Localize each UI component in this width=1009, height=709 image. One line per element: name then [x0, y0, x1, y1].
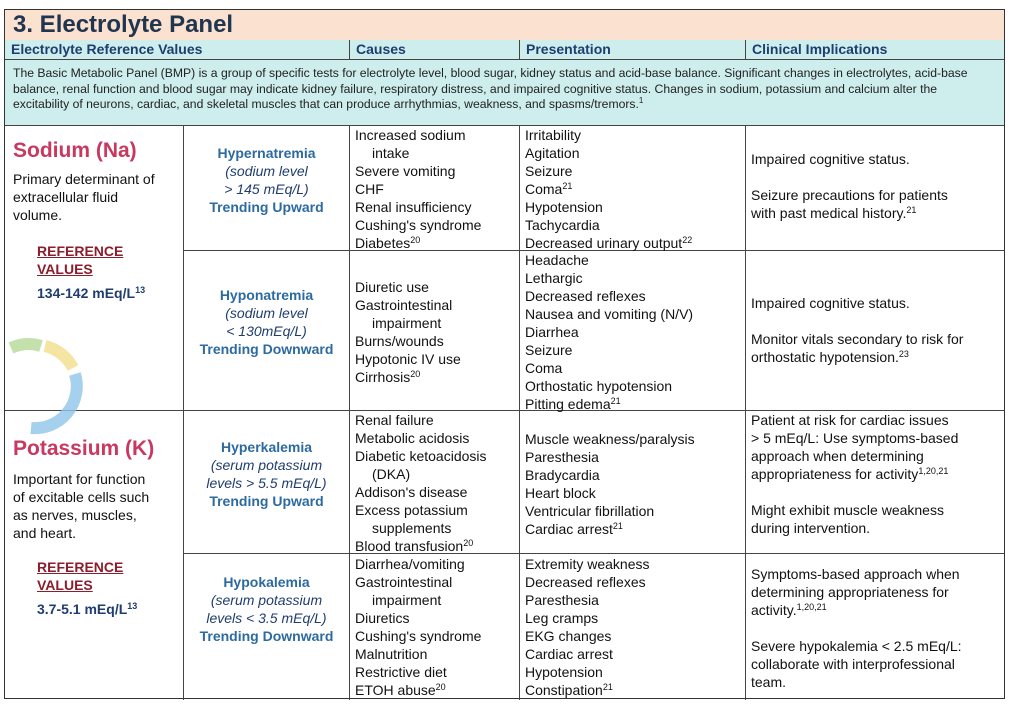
presentation-item	[525, 484, 745, 502]
presentation-item	[525, 269, 745, 287]
cause-text: supplements	[372, 520, 452, 536]
presentation-ref: 22	[682, 235, 693, 245]
implication-line	[751, 601, 1004, 619]
condition-trend: Trending Upward	[209, 199, 324, 215]
presentation-item	[525, 627, 745, 645]
reference-values-label: REFERENCE	[37, 243, 124, 259]
presentation-text: Coma	[525, 360, 563, 376]
cause-item	[355, 447, 519, 465]
implication-line	[751, 204, 1004, 222]
causes-list	[355, 411, 519, 555]
cause-text: Diabetic ketoacidosis	[355, 448, 487, 464]
cause-item	[355, 627, 519, 645]
presentation-item	[525, 144, 745, 162]
presentation-item	[525, 126, 745, 144]
presentation-item	[525, 180, 745, 198]
condition-trend: Trending Downward	[199, 341, 334, 357]
presentation-text: Ventricular fibrillation	[525, 503, 655, 519]
presentation-text: Diarrhea	[525, 324, 579, 340]
electrolyte-name: Sodium (Na)	[13, 139, 137, 162]
implications-list	[751, 565, 1004, 691]
presentation-text: Lethargic	[525, 270, 583, 286]
condition-hyperkalemia	[184, 438, 349, 510]
presentation-item	[525, 645, 745, 663]
cause-item	[355, 555, 519, 573]
cause-text: (DKA)	[372, 466, 411, 482]
reference-value-text: 134-142 mEq/L	[37, 285, 136, 301]
cause-text: Addison's disease	[355, 484, 468, 500]
presentation-item	[525, 430, 745, 448]
implication-ref: 1,20,21	[918, 466, 949, 476]
implication-line	[751, 583, 1004, 601]
condition-name: Hyperkalemia	[220, 439, 313, 455]
cause-text: Cushing's syndrome	[355, 217, 482, 233]
implication-line	[751, 655, 1004, 673]
condition-trend: Trending Downward	[199, 628, 334, 644]
condition-hypokalemia	[184, 573, 349, 645]
presentation-list	[525, 430, 745, 538]
presentation-item	[525, 251, 745, 269]
electrolyte-name: Potassium (K)	[13, 437, 155, 460]
cause-text: intake	[372, 145, 410, 161]
presentation-text: Cardiac arrest	[525, 646, 613, 662]
cause-ref: 20	[410, 369, 421, 379]
cause-ref: 20	[435, 682, 446, 692]
implication-text: approach when determining	[751, 448, 924, 464]
implication-line	[751, 637, 1004, 655]
grid-line	[745, 126, 746, 700]
cause-item	[355, 591, 519, 609]
cause-item	[355, 465, 519, 483]
electrolyte-desc-line: Important for function	[13, 471, 146, 487]
header-reference-values: Electrolyte Reference Values	[11, 41, 203, 57]
implication-paragraph	[751, 411, 1004, 483]
presentation-text: Hypotension	[525, 664, 603, 680]
intro-paragraph	[5, 60, 1004, 126]
implication-text: Might exhibit muscle weakness	[751, 502, 944, 518]
implication-line	[751, 465, 1004, 483]
presentation-item	[525, 234, 745, 252]
implication-text: > 5 mEq/L: Use symptoms-based	[751, 430, 959, 446]
presentation-list	[525, 126, 745, 252]
cause-text: Restrictive diet	[355, 664, 447, 680]
implication-line	[751, 519, 1004, 537]
implication-text: collaborate with interprofessional	[751, 656, 955, 672]
presentation-text: Decreased reflexes	[525, 574, 646, 590]
implication-text: appropriateness for activity	[751, 466, 919, 482]
presentation-text: Paresthesia	[525, 592, 599, 608]
cause-text: Renal insufficiency	[355, 199, 472, 215]
implication-ref: 1,20,21	[796, 602, 827, 612]
cause-text: impairment	[372, 315, 442, 331]
presentation-item	[525, 448, 745, 466]
cause-item	[355, 483, 519, 501]
condition-name: Hypokalemia	[223, 574, 310, 590]
presentation-text: Headache	[525, 252, 589, 268]
presentation-text: EKG changes	[525, 628, 612, 644]
implication-text: team.	[751, 674, 787, 690]
cause-text: Increased sodium	[355, 127, 466, 143]
reference-values-label: VALUES	[37, 261, 93, 277]
presentation-item	[525, 377, 745, 395]
presentation-text: Pitting edema	[525, 396, 611, 412]
cause-item	[355, 180, 519, 198]
condition-hypernatremia	[184, 144, 349, 216]
condition-trend: Trending Upward	[209, 493, 324, 509]
condition-name: Hypernatremia	[217, 145, 316, 161]
reference-value	[37, 284, 181, 302]
implication-line	[751, 348, 1004, 366]
causes-list	[355, 555, 519, 699]
electrolyte-sodium	[13, 139, 181, 302]
implication-text: Symptoms-based approach when	[751, 566, 960, 582]
implication-text: Seizure precautions for patients	[751, 187, 948, 203]
presentation-text: Bradycardia	[525, 467, 600, 483]
implication-paragraph	[751, 186, 1004, 222]
grid-line	[519, 126, 520, 700]
cause-item	[355, 411, 519, 429]
presentation-text: Seizure	[525, 163, 573, 179]
implication-ref: 23	[898, 349, 909, 359]
cause-item	[355, 234, 519, 252]
presentation-item	[525, 466, 745, 484]
cause-text: Diuretic use	[355, 279, 429, 295]
presentation-text: Heart block	[525, 485, 596, 501]
header-causes: Causes	[349, 40, 519, 59]
presentation-text: Cardiac arrest	[525, 521, 613, 537]
cause-item	[355, 126, 519, 144]
implication-line	[751, 411, 1004, 429]
cause-item	[355, 368, 519, 386]
cause-text: Blood transfusion	[355, 538, 464, 554]
causes-list	[355, 278, 519, 386]
presentation-item	[525, 681, 745, 699]
cause-text: Gastrointestinal	[355, 574, 453, 590]
implication-text: determining appropriateness for	[751, 584, 949, 600]
presentation-text: Decreased reflexes	[525, 288, 646, 304]
presentation-item	[525, 198, 745, 216]
implication-text: Monitor vitals secondary to risk for	[751, 331, 964, 347]
reference-values-label: REFERENCE	[37, 559, 124, 575]
cause-item	[355, 681, 519, 699]
reference-value-ref: 13	[127, 601, 138, 611]
presentation-text: Leg cramps	[525, 610, 599, 626]
presentation-ref: 21	[612, 521, 623, 531]
implication-paragraph	[751, 330, 1004, 366]
presentation-list	[525, 555, 745, 699]
presentation-text: Seizure	[525, 342, 573, 358]
cause-text: Malnutrition	[355, 646, 428, 662]
presentation-item	[525, 359, 745, 377]
grid-line	[349, 126, 350, 700]
cause-item	[355, 429, 519, 447]
reference-value-ref: 13	[135, 285, 146, 295]
presentation-text: Orthostatic hypotension	[525, 378, 673, 394]
cause-text: Diabetes	[355, 235, 411, 251]
cause-text: Metabolic acidosis	[355, 430, 470, 446]
presentation-text: Coma	[525, 181, 563, 197]
presentation-text: Nausea and vomiting (N/V)	[525, 306, 694, 322]
presentation-item	[525, 287, 745, 305]
cause-text: Excess potassium	[355, 502, 468, 518]
cause-text: Cushing's syndrome	[355, 628, 482, 644]
presentation-text: Decreased urinary output	[525, 235, 683, 251]
electrolyte-desc-line: extracellular fluid	[13, 189, 119, 205]
condition-detail-line: levels > 5.5 mEq/L)	[206, 475, 327, 491]
presentation-item	[525, 663, 745, 681]
decorative-ring-graphic	[1, 328, 91, 448]
implication-text: with past medical history.	[751, 205, 907, 221]
cause-text: Renal failure	[355, 412, 434, 428]
implication-text: Impaired cognitive status.	[751, 151, 910, 167]
presentation-text: Hypotension	[525, 199, 603, 215]
electrolyte-potassium	[13, 437, 181, 618]
header-presentation: Presentation	[519, 40, 745, 59]
cause-text: Gastrointestinal	[355, 297, 453, 313]
table-header-row	[5, 40, 1004, 60]
cause-item	[355, 332, 519, 350]
presentation-text: Muscle weakness/paralysis	[525, 431, 695, 447]
implication-ref: 21	[906, 205, 917, 215]
presentation-item	[525, 502, 745, 520]
implication-line	[751, 501, 1004, 519]
cause-text: CHF	[355, 181, 384, 197]
cause-ref: 20	[410, 235, 421, 245]
presentation-text: Extremity weakness	[525, 556, 650, 572]
presentation-text: Irritability	[525, 127, 582, 143]
implication-text: activity.	[751, 602, 797, 618]
presentation-item	[525, 323, 745, 341]
implication-text: during intervention.	[751, 520, 871, 536]
cause-item	[355, 519, 519, 537]
intro-text: The Basic Metabolic Panel (BMP) is a group of specific tests for electrolyte level, blood sugar, kidney status and acid-base balance. Significant changes in electrolytes, acid-base balance, renal function and blood sugar may indicate kidney failure, respiratory distress, and impaired cognitive status. Changes in sodium, potassium and calcium alter the excitability of neurons, cardiac, and skeletal muscles that can produce arrhythmias, weakness, and spasms/tremors.	[13, 66, 968, 111]
cause-item	[355, 144, 519, 162]
condition-detail-line: (serum potassium	[210, 592, 323, 608]
cause-item	[355, 501, 519, 519]
electrolyte-desc-line: as nerves, muscles,	[13, 507, 137, 523]
implication-line	[751, 330, 1004, 348]
presentation-ref: 21	[602, 682, 613, 692]
condition-detail-line: (sodium level	[225, 305, 308, 321]
cause-item	[355, 278, 519, 296]
cause-item	[355, 296, 519, 314]
cause-text: Hypotonic IV use	[355, 351, 461, 367]
cause-item	[355, 162, 519, 180]
implication-text: Impaired cognitive status.	[751, 295, 910, 311]
cause-text: ETOH abuse	[355, 682, 436, 698]
cause-item	[355, 198, 519, 216]
cause-text: Severe vomiting	[355, 163, 456, 179]
presentation-text: Constipation	[525, 682, 603, 698]
implications-list	[751, 294, 1004, 366]
implication-line	[751, 673, 1004, 691]
presentation-ref: 21	[562, 181, 573, 191]
implication-paragraph	[751, 637, 1004, 691]
implication-paragraph	[751, 501, 1004, 537]
condition-detail-line: levels < 3.5 mEq/L)	[206, 610, 327, 626]
implication-line	[751, 186, 1004, 204]
cause-item	[355, 537, 519, 555]
implications-list	[751, 150, 1004, 222]
presentation-item	[525, 305, 745, 323]
implication-line	[751, 565, 1004, 583]
implication-line	[751, 150, 1004, 168]
implication-paragraph	[751, 294, 1004, 312]
presentation-item	[525, 341, 745, 359]
cause-text: impairment	[372, 592, 442, 608]
reference-value-text: 3.7-5.1 mEq/L	[37, 601, 128, 617]
presentation-item	[525, 395, 745, 413]
presentation-item	[525, 555, 745, 573]
cause-item	[355, 573, 519, 591]
cause-text: Cirrhosis	[355, 369, 411, 385]
presentation-text: Agitation	[525, 145, 580, 161]
presentation-item	[525, 216, 745, 234]
implication-line	[751, 429, 1004, 447]
cause-text: Burns/wounds	[355, 333, 444, 349]
implication-text: orthostatic hypotension.	[751, 349, 899, 365]
condition-detail-line: (sodium level	[225, 163, 308, 179]
intro-ref: 1	[638, 96, 644, 105]
causes-list	[355, 126, 519, 252]
electrolyte-desc-line: volume.	[13, 207, 63, 223]
cause-item	[355, 609, 519, 627]
implication-text: Severe hypokalemia < 2.5 mEq/L:	[751, 638, 962, 654]
presentation-item	[525, 162, 745, 180]
presentation-list	[525, 251, 745, 413]
implications-list	[751, 411, 1004, 537]
electrolyte-desc-line: and heart.	[13, 525, 77, 541]
presentation-item	[525, 573, 745, 591]
condition-detail-line: (serum potassium	[210, 457, 323, 473]
grid-line	[183, 553, 1004, 554]
implication-text: Patient at risk for cardiac issues	[751, 412, 949, 428]
electrolyte-desc-line: of excitable cells such	[13, 489, 150, 505]
implication-line	[751, 294, 1004, 312]
presentation-item	[525, 591, 745, 609]
condition-detail-line: < 130mEq/L)	[226, 323, 307, 339]
cause-item	[355, 314, 519, 332]
electrolyte-desc-line: Primary determinant of	[13, 171, 155, 187]
condition-detail-line: > 145 mEq/L)	[224, 181, 309, 197]
cause-item	[355, 663, 519, 681]
cause-item	[355, 216, 519, 234]
implication-paragraph	[751, 150, 1004, 168]
reference-values-label: VALUES	[37, 577, 93, 593]
header-clinical-implications: Clinical Implications	[745, 40, 1004, 59]
presentation-ref: 21	[610, 396, 621, 406]
implication-line	[751, 447, 1004, 465]
cause-item	[355, 350, 519, 368]
implication-paragraph	[751, 565, 1004, 619]
cause-text: Diarrhea/vomiting	[355, 556, 465, 572]
title-bar	[5, 10, 1004, 41]
presentation-item	[525, 520, 745, 538]
condition-hyponatremia	[184, 286, 349, 358]
cause-item	[355, 645, 519, 663]
page-title: 3. Electrolyte Panel	[13, 11, 234, 38]
presentation-item	[525, 609, 745, 627]
cause-text: Diuretics	[355, 610, 410, 626]
presentation-text: Tachycardia	[525, 217, 600, 233]
presentation-text: Paresthesia	[525, 449, 599, 465]
electrolyte-panel-page	[4, 9, 1005, 699]
reference-value	[37, 600, 181, 618]
condition-name: Hyponatremia	[219, 287, 314, 303]
cause-ref: 20	[463, 538, 474, 548]
